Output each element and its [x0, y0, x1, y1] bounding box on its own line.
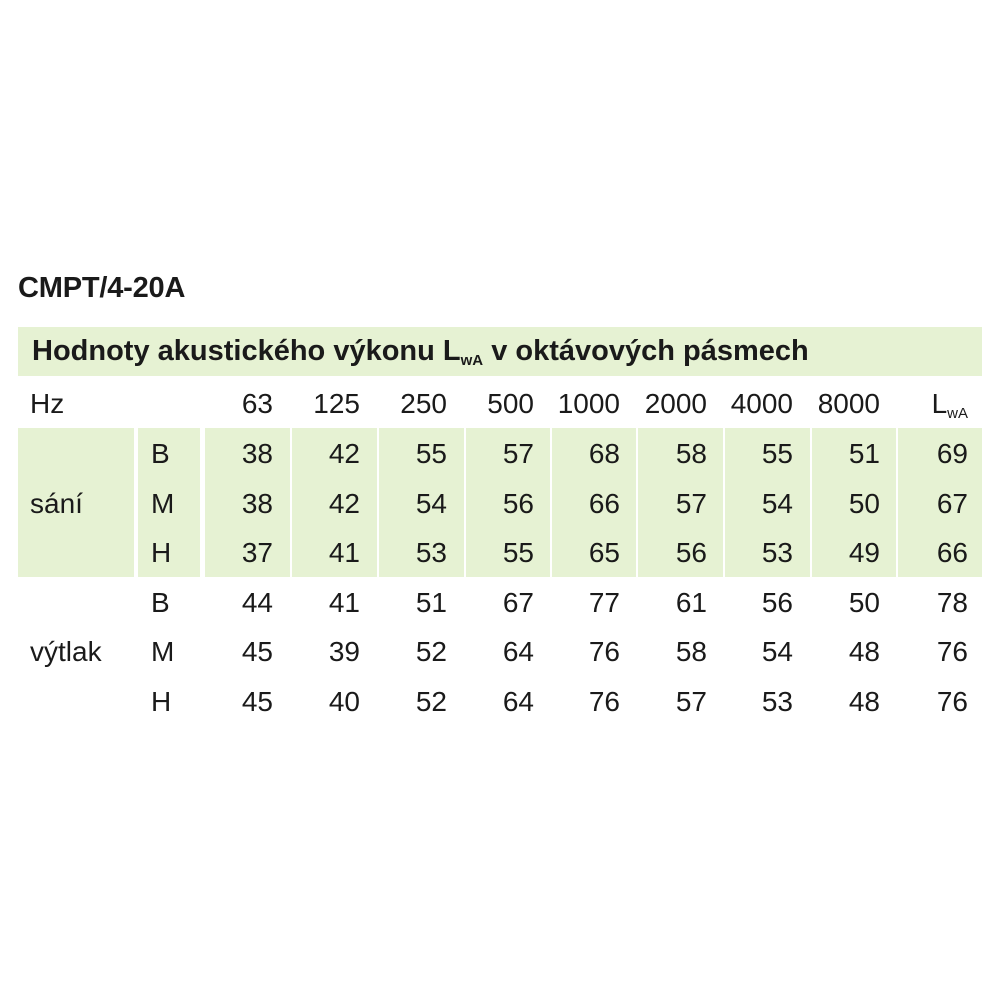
table-row	[0, 626, 1000, 676]
frequency-header-row	[0, 382, 1000, 424]
frequency-header-cell: 4000	[730, 388, 793, 419]
value-cell: 48	[848, 636, 880, 667]
value-cell: 53	[415, 537, 447, 568]
value-cell: 57	[502, 438, 534, 469]
value-cell: 58	[675, 636, 707, 667]
value-cell: 39	[328, 636, 360, 667]
hz-label: Hz	[30, 388, 65, 419]
value-cell: 50	[848, 487, 880, 519]
value-cell: 50	[848, 586, 880, 618]
value-cell: 76	[588, 636, 620, 667]
mode-label: M	[151, 636, 175, 667]
table-title-main: Hodnoty akustického výkonu L	[32, 335, 461, 367]
value-cell: 53	[761, 685, 793, 717]
value-cell: 45	[241, 636, 273, 667]
value-cell: 44	[241, 586, 273, 618]
total-header-sub: wA	[947, 405, 968, 422]
value-cell: 66	[588, 487, 620, 519]
value-cell: 38	[241, 487, 273, 519]
product-title: CMPT/4-20A	[18, 272, 186, 304]
value-cell: 42	[328, 487, 360, 519]
frequency-header-cell: 500	[487, 388, 534, 419]
value-cell: 51	[848, 438, 880, 469]
value-cell: 55	[415, 438, 447, 469]
value-cell: 54	[761, 487, 793, 519]
table-row	[0, 428, 1000, 478]
value-cell: 67	[502, 586, 534, 618]
mode-label: H	[151, 537, 172, 568]
table-title	[32, 335, 809, 369]
mode-label: B	[151, 586, 170, 618]
value-cell: 37	[241, 537, 273, 568]
value-cell: 54	[415, 487, 447, 519]
value-cell: 38	[241, 438, 273, 469]
table-row	[0, 527, 1000, 577]
table-title-tail: v oktávových pásmech	[483, 335, 809, 367]
mode-label: H	[151, 685, 172, 717]
value-cell: 53	[761, 537, 793, 568]
frequency-header-cell: 8000	[817, 388, 880, 419]
table-row	[0, 676, 1000, 726]
value-cell: 52	[415, 636, 447, 667]
value-cell: 76	[588, 685, 620, 717]
total-cell: 76	[936, 636, 968, 667]
value-cell: 58	[675, 438, 707, 469]
value-cell: 57	[675, 685, 707, 717]
value-cell: 41	[328, 537, 360, 568]
total-cell: 69	[936, 438, 968, 469]
mode-label: B	[151, 438, 170, 469]
table-row	[0, 577, 1000, 627]
value-cell: 65	[588, 537, 620, 568]
total-header	[900, 388, 968, 422]
total-cell: 76	[936, 685, 968, 717]
total-cell: 78	[936, 586, 968, 618]
frequency-header-cell: 63	[241, 388, 273, 419]
value-cell: 40	[328, 685, 360, 717]
value-cell: 42	[328, 438, 360, 469]
frequency-header-cell: 2000	[644, 388, 707, 419]
table-title-sub: wA	[460, 352, 484, 369]
frequency-header-cell: 250	[400, 388, 447, 419]
value-cell: 64	[502, 636, 534, 667]
value-cell: 41	[328, 586, 360, 618]
group-label: sání	[30, 487, 83, 519]
total-cell: 66	[936, 537, 968, 568]
value-cell: 49	[848, 537, 880, 568]
group-label: výtlak	[30, 636, 102, 667]
value-cell: 45	[241, 685, 273, 717]
value-cell: 68	[588, 438, 620, 469]
value-cell: 56	[502, 487, 534, 519]
total-cell: 67	[936, 487, 968, 519]
table-row	[0, 478, 1000, 528]
value-cell: 56	[675, 537, 707, 568]
value-cell: 64	[502, 685, 534, 717]
value-cell: 77	[588, 586, 620, 618]
mode-label: M	[151, 487, 175, 519]
table-title-band	[18, 327, 982, 376]
value-cell: 61	[675, 586, 707, 618]
frequency-header-cell: 125	[313, 388, 360, 419]
frequency-header-cell: 1000	[557, 388, 620, 419]
value-cell: 51	[415, 586, 447, 618]
value-cell: 57	[675, 487, 707, 519]
value-cell: 55	[761, 438, 793, 469]
value-cell: 55	[502, 537, 534, 568]
total-header-main: L	[931, 388, 948, 419]
value-cell: 54	[761, 636, 793, 667]
value-cell: 56	[761, 586, 793, 618]
value-cell: 52	[415, 685, 447, 717]
value-cell: 48	[848, 685, 880, 717]
